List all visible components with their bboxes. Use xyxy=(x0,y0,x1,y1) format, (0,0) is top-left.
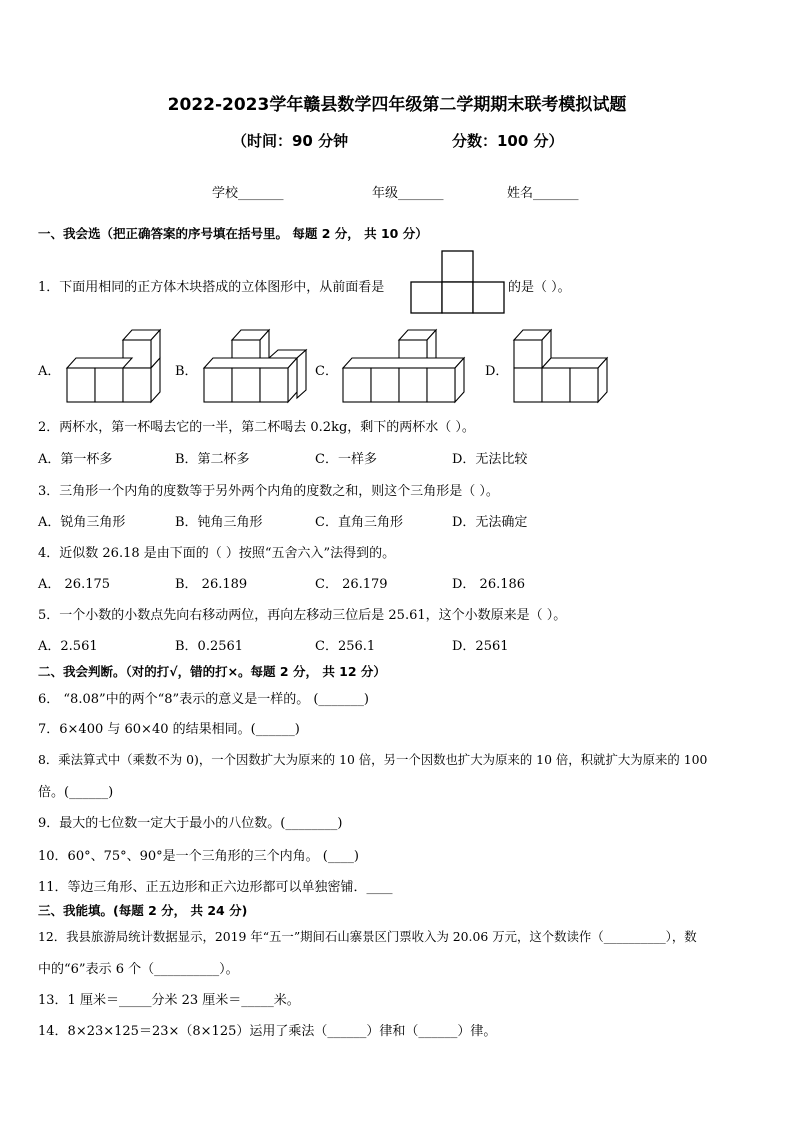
school-field: 学校_______ xyxy=(212,186,284,201)
section-3-heading: 三、我能填。(每题 2 分， 共 24 分) xyxy=(38,903,248,918)
exam-time: （时间：90 分钟 xyxy=(232,132,349,150)
q4-option-b: B． 26.189 xyxy=(175,577,248,592)
q6-text: 6． “8.08”中的两个“8”表示的意义是一样的。 (_______) xyxy=(38,692,369,707)
q1-front-view-figure xyxy=(410,250,506,314)
q12-text-line1: 12．我县旅游局统计数据显示，2019 年“五一”期间石山寨景区门票收入为 20.06 万元，这个数读作（__________），数 xyxy=(38,929,697,944)
q5-text: 5．一个小数的小数点先向右移动两位，再向左移动三位后是 25.61，这个小数原来是（ ）。 xyxy=(38,608,567,623)
q1-option-a-label: A． xyxy=(38,364,61,379)
q3-text: 3．三角形一个内角的度数等于另外两个内角的度数之和，则这个三角形是（ ）。 xyxy=(38,484,499,499)
name-field: 姓名_______ xyxy=(507,186,579,201)
q12-text-line2: 中的“6”表示 6 个（__________）。 xyxy=(38,962,239,977)
q2-option-c: C．一样多 xyxy=(315,452,377,467)
q2-option-d: D．无法比较 xyxy=(452,452,528,467)
q1-option-c-label: C． xyxy=(315,364,338,379)
q3-option-b: B．钝角三角形 xyxy=(175,515,263,530)
q1-option-c-figure xyxy=(342,328,472,404)
q5-option-c: C．256.1 xyxy=(315,639,376,654)
page-title: 2022-2023学年赣县数学四年级第二学期期末联考模拟试题 xyxy=(167,95,627,115)
q1-option-d-label: D． xyxy=(485,364,509,379)
q1-option-a-figure xyxy=(66,328,176,404)
q3-option-a: A．锐角三角形 xyxy=(38,515,126,530)
q5-option-d: D．2561 xyxy=(452,639,509,654)
q5-option-b: B．0.2561 xyxy=(175,639,244,654)
q1-text-before: 1．下面用相同的正方体木块搭成的立体图形中，从前面看是 xyxy=(38,280,385,295)
section-2-heading: 二、我会判断。（对的打√，错的打×。每题 2 分， 共 12 分） xyxy=(38,664,386,679)
q11-text: 11．等边三角形、正五边形和正六边形都可以单独密铺．____ xyxy=(38,880,393,895)
q1-text-after: 的是（ ）。 xyxy=(508,280,571,295)
q14-text: 14．8×23×125＝23×（8×125）运用了乘法（______）律和（______）律。 xyxy=(38,1024,497,1039)
q1-option-d-figure xyxy=(513,328,623,404)
q4-option-a: A． 26.175 xyxy=(38,577,111,592)
grade-field: 年级_______ xyxy=(372,186,444,201)
q8-text-line1: 8．乘法算式中（乘数不为 0)，一个因数扩大为原来的 10 倍，另一个因数也扩大为原来的 10 倍，积就扩大为原来的 100 xyxy=(38,752,708,767)
q1-option-b-label: B． xyxy=(175,364,198,379)
q4-text: 4．近似数 26.18 是由下面的（ ）按照“五舍六入”法得到的。 xyxy=(38,546,396,561)
q2-text: 2．两杯水，第一杯喝去它的一半，第二杯喝去 0.2kg，剩下的两杯水（ ）。 xyxy=(38,420,475,435)
q1-option-b-figure xyxy=(203,328,313,404)
q4-option-c: C． 26.179 xyxy=(315,577,388,592)
q2-option-b: B．第二杯多 xyxy=(175,452,250,467)
section-1-heading: 一、我会选（把正确答案的序号填在括号里。 每题 2 分， 共 10 分） xyxy=(38,226,428,241)
q13-text: 13．1 厘米＝_____分米 23 厘米＝_____米。 xyxy=(38,993,300,1008)
q3-option-d: D．无法确定 xyxy=(452,515,528,530)
q3-option-c: C．直角三角形 xyxy=(315,515,403,530)
q7-text: 7．6×400 与 60×40 的结果相同。(______) xyxy=(38,722,300,737)
q4-option-d: D． 26.186 xyxy=(452,577,526,592)
q9-text: 9．最大的七位数一定大于最小的八位数。(________) xyxy=(38,816,343,831)
q5-option-a: A．2.561 xyxy=(38,639,98,654)
q2-option-a: A．第一杯多 xyxy=(38,452,113,467)
q10-text: 10．60°、75°、90°是一个三角形的三个内角。 (____) xyxy=(38,849,359,864)
q8-text-line2: 倍。(______) xyxy=(38,785,114,800)
exam-score: 分数：100 分） xyxy=(452,132,564,150)
